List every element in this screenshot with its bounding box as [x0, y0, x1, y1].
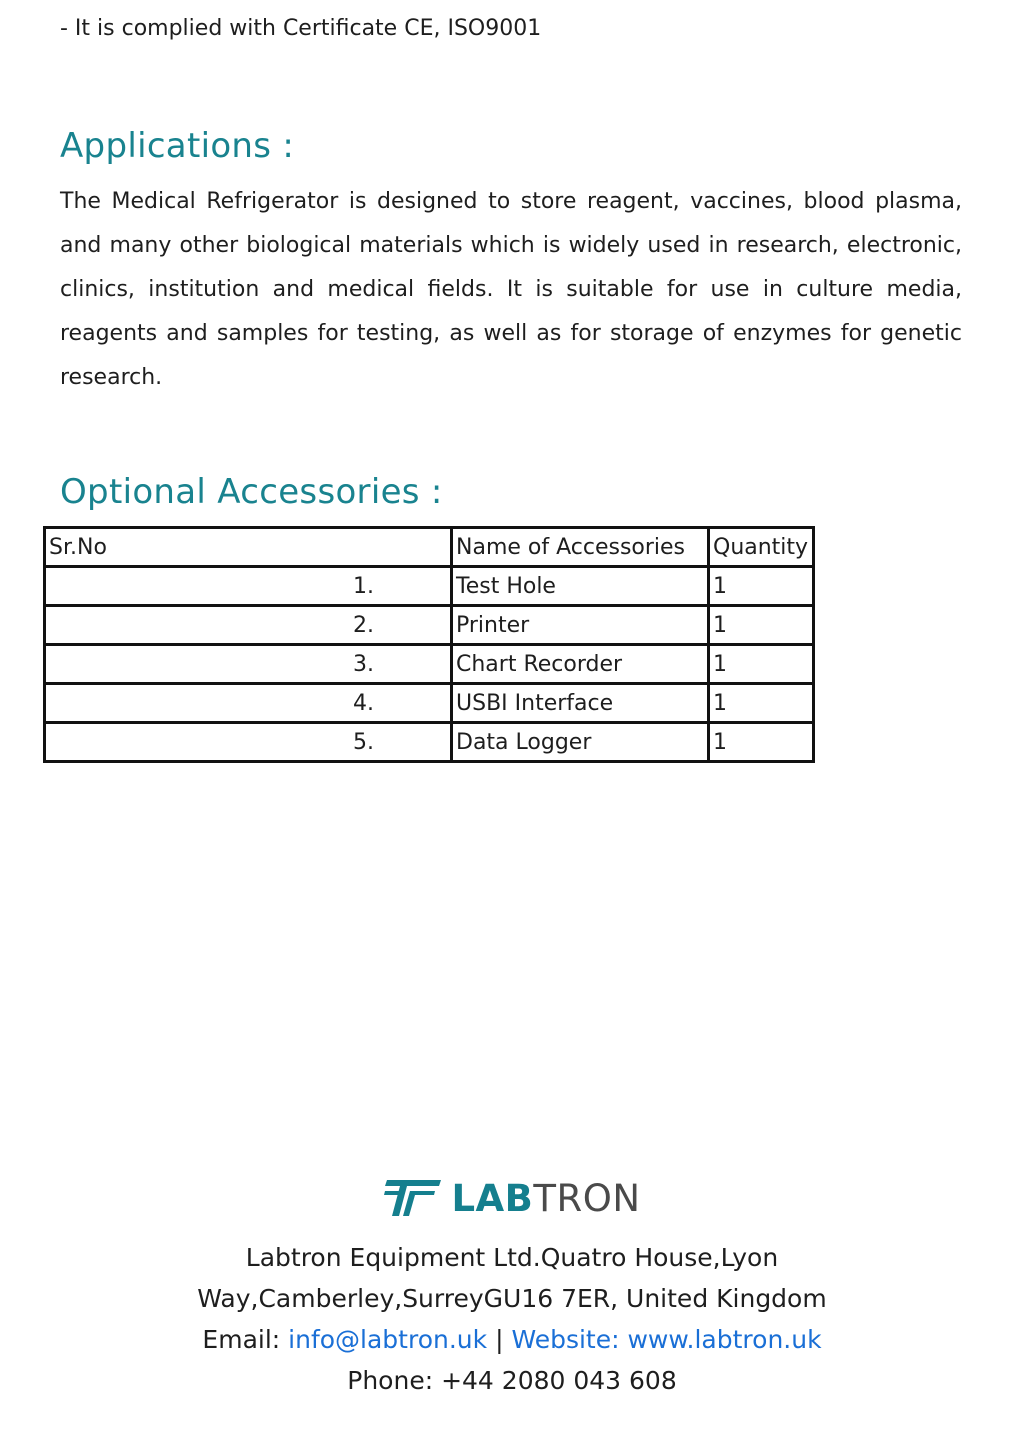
certification-note: - It is complied with Certificate CE, ISO9001	[60, 16, 542, 41]
row-sr-no: 4.	[45, 684, 452, 723]
header-sr-no: Sr.No	[45, 528, 452, 567]
logo-tron-text: TRON	[533, 1176, 641, 1220]
row-name: Printer	[452, 606, 709, 645]
email-label: Email:	[202, 1325, 289, 1354]
row-quantity: 1	[709, 723, 814, 762]
applications-paragraph: The Medical Refrigerator is designed to store reagent, vaccines, blood plasma, and many other biological materials which is widely used in research, electronic, clinics, institution and medical fields. It is suitable for use in culture media, reagents and samples for testing, as well as for storage of enzymes for genetic research.	[60, 189, 962, 390]
labtron-logo	[383, 1176, 640, 1220]
accessories-table	[43, 526, 815, 763]
email-link[interactable]: info@labtron.uk	[288, 1325, 488, 1354]
row-sr-no: 3.	[45, 645, 452, 684]
applications-heading: Applications :	[60, 126, 295, 166]
logo-wordmark	[451, 1177, 640, 1220]
logo-lab-text: LAB	[451, 1176, 534, 1220]
labtron-logo-icon	[383, 1177, 445, 1219]
accessories-heading: Optional Accessories :	[60, 472, 443, 512]
table-header-row	[45, 528, 814, 567]
contact-line	[0, 1319, 1024, 1360]
phone-line: Phone: +44 2080 043 608	[347, 1366, 677, 1395]
table-row	[45, 645, 814, 684]
row-quantity: 1	[709, 684, 814, 723]
row-quantity: 1	[709, 645, 814, 684]
header-name: Name of Accessories	[452, 528, 709, 567]
row-name: USBI Interface	[452, 684, 709, 723]
table-row	[45, 684, 814, 723]
row-name: Test Hole	[452, 567, 709, 606]
address-line-2: Way,Camberley,SurreyGU16 7ER, United Kingdom	[197, 1284, 827, 1313]
website-link[interactable]: www.labtron.uk	[627, 1325, 822, 1354]
row-sr-no: 2.	[45, 606, 452, 645]
row-name: Data Logger	[452, 723, 709, 762]
address-line-1: Labtron Equipment Ltd.Quatro House,Lyon	[245, 1243, 779, 1272]
row-quantity: 1	[709, 567, 814, 606]
website-label: Website:	[511, 1325, 628, 1354]
table-row	[45, 606, 814, 645]
row-quantity: 1	[709, 606, 814, 645]
row-sr-no: 5.	[45, 723, 452, 762]
row-name: Chart Recorder	[452, 645, 709, 684]
header-quantity: Quantity	[709, 528, 814, 567]
table-row	[45, 567, 814, 606]
footer	[0, 1176, 1024, 1401]
contact-separator: |	[487, 1325, 512, 1354]
table-row	[45, 723, 814, 762]
row-sr-no: 1.	[45, 567, 452, 606]
